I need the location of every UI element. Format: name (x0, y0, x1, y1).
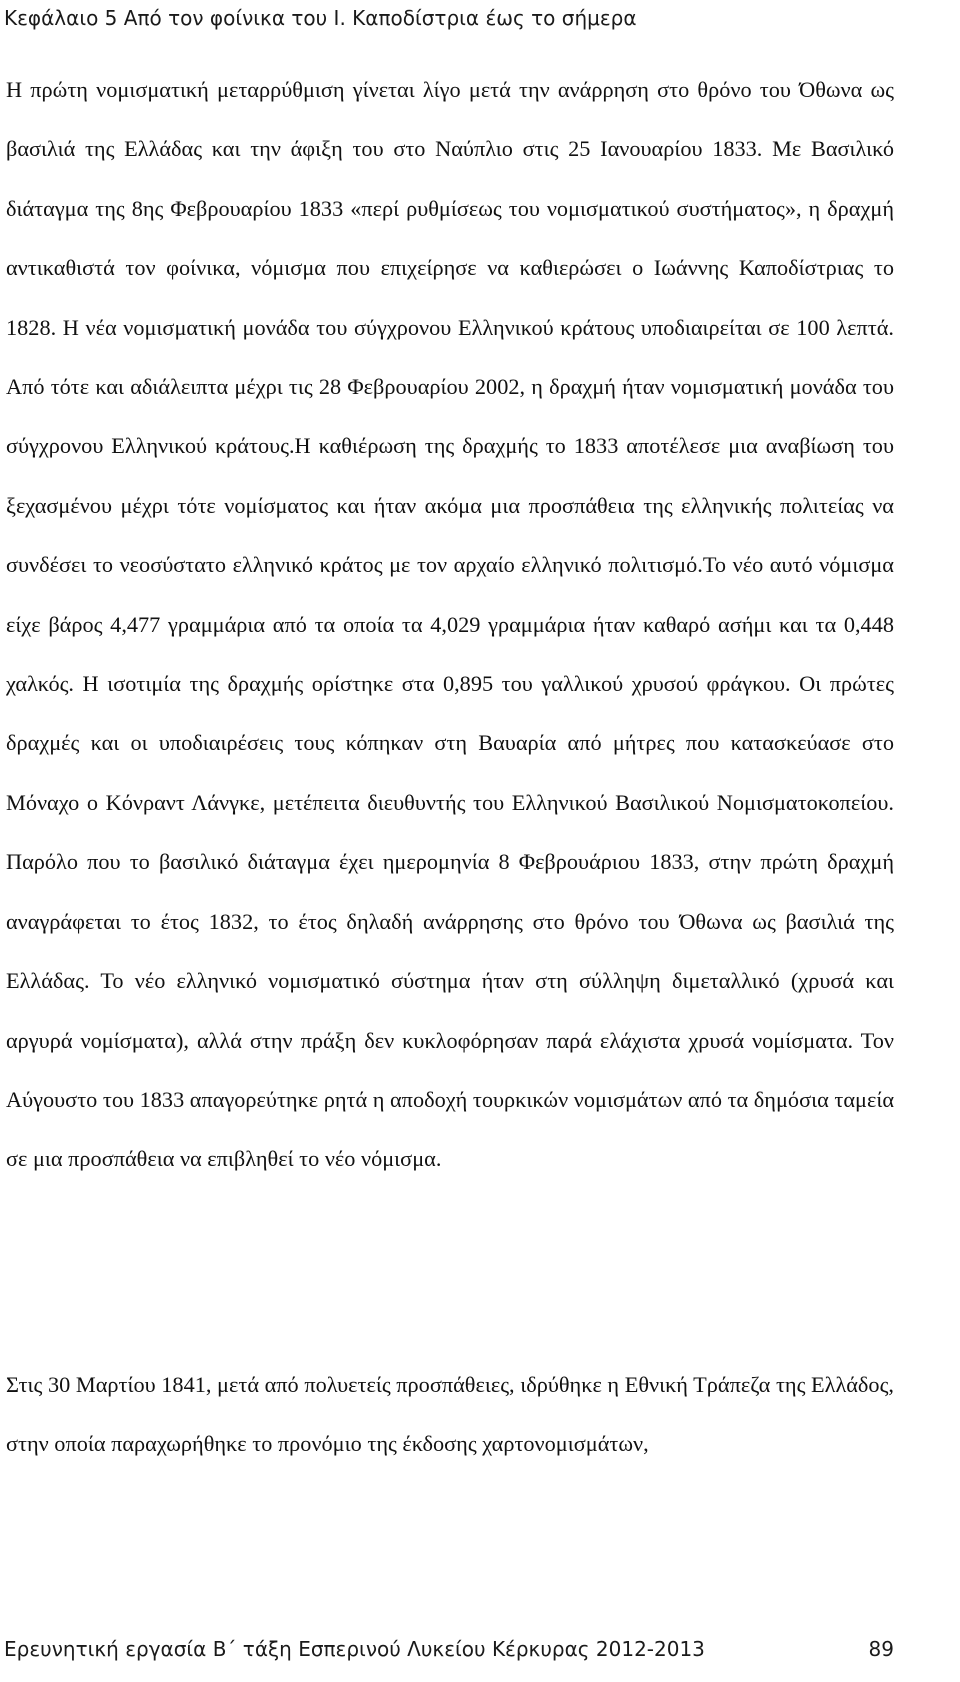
body-paragraph-1: Η πρώτη νομισματική μεταρρύθμιση γίνεται λίγο μετά την ανάρρηση στο θρόνο του Όθωνα ως βασιλιά της Ελλάδας και την άφιξη του στο Ναύπλιο στις 25 Ιανουαρίου 1833. Με Βασιλικό διάταγμα της 8ης Φεβρουαρίου 1833 «περί ρυθμίσεως του νομισματικού συστήματος», η δραχμή αντικαθιστά τον φοίνικα, νόμισμα που επιχείρησε να καθιερώσει ο Ιωάννης Καποδίστριας το 1828. Η νέα νομισματική μονάδα του σύγχρονου Ελληνικού κράτους υποδιαιρείται σε 100 λεπτά. Από τότε και αδιάλειπτα μέχρι τις 28 Φεβρουαρίου 2002, η δραχμή ήταν νομισματική μονάδα του σύγχρονου Ελληνικού κράτους.Η καθιέρωση της δραχμής το 1833 αποτέλεσε μια αναβίωση του ξεχασμένου μέχρι τότε νομίσματος και ήταν ακόμα μια προσπάθεια της ελληνικής πολιτείας να συνδέσει το νεοσύστατο ελληνικό κράτος με τον αρχαίο ελληνικό πολιτισμό.Το νέο αυτό νόμισμα είχε βάρος 4,477 γραμμάρια από τα οποία τα 4,029 γραμμάρια ήταν καθαρό ασήμι και τα 0,448 χαλκός. Η ισοτιμία της δραχμής ορίστηκε στα 0,895 του γαλλικού χρυσού φράγκου. Οι πρώτες δραχμές και οι υποδιαιρέσεις τους κόπηκαν στη Βαυαρία από μήτρες που κατασκεύασε στο Μόναχο ο Κόνραντ Λάνγκε, μετέπειτα διευθυντής του Ελληνικού Βασιλικού Νομισματοκοπείου. Παρόλο που το βασιλικό διάταγμα έχει ημερομηνία 8 Φεβρουάριου 1833, στην πρώτη δραχμή αναγράφεται το έτος 1832, το έτος δηλαδή ανάρρησης στο θρόνο του Όθωνα ως βασιλιά της Ελλάδας. Το νέο ελληνικό νομισματικό σύστημα ήταν στη σύλληψη διμεταλλικό (χρυσά και αργυρά νομίσματα), αλλά στην πράξη δεν κυκλοφόρησαν παρά ελάχιστα χρυσά νομίσματα. Τον Αύγουστο του 1833 απαγορεύτηκε ρητά η αποδοχή τουρκικών νομισμάτων από τα δημόσια ταμεία σε μια προσπάθεια να επιβληθεί το νέο νόμισμα. (6, 77, 894, 1172)
chapter-header: Κεφάλαιο 5 Από τον φοίνικα του Ι. Καποδίστρια έως το σήμερα (4, 6, 637, 30)
footer-text: Ερευνητική εργασία Β΄ τάξη Εσπερινού Λυκείου Κέρκυρας 2012-2013 (4, 1637, 705, 1661)
page-footer (4, 1637, 894, 1661)
body-paragraph-2: Στις 30 Μαρτίου 1841, μετά από πολυετείς προσπάθειες, ιδρύθηκε η Εθνική Τράπεζα της Ελλάδος, στην οποία παραχωρήθηκε το προνόμιο της έκδοσης χαρτονομισμάτων, (6, 1372, 894, 1457)
page-number: 89 (868, 1637, 894, 1661)
